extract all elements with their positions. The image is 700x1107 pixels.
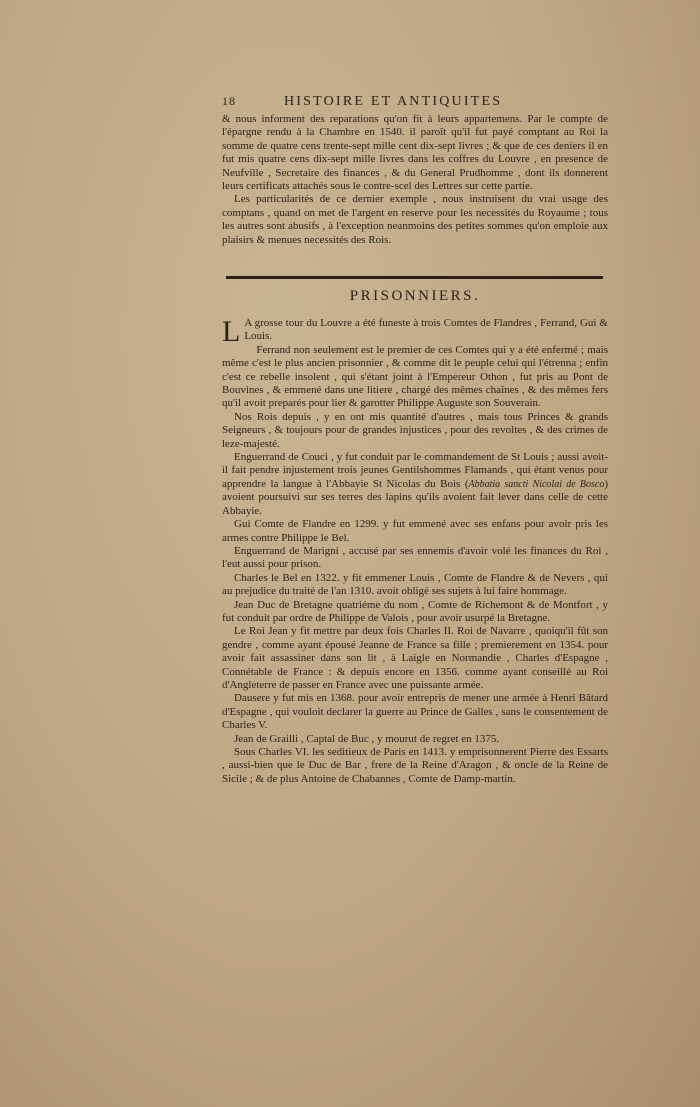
paragraph: Charles le Bel en 1322. y fit emmener Louis , Comte de Flandre & de Nevers , qui au prejudice du traité de l'an 1310. avoit obligé ses sujets à lui faire hommage. <box>222 571 608 598</box>
paragraph: Dausere y fut mis en 1368. pour avoir entrepris de mener une armée à Henri Bâtard d'Espagne , qui vouloit declarer la guerre au Prince de Galles , sans le consentement de Charles V. <box>222 692 608 732</box>
paragraph: Jean Duc de Bretagne quatriéme du nom , Comte de Richemont & de Montfort , y fut conduit par ordre de Philippe de Valois , pour avoir usurpé la Bretagne. <box>222 598 608 624</box>
paragraph-text: ) avoient poursuivi sur ses terres des lapins qu'ils avoient fait lever dans celle de cette Abbayie. <box>222 477 609 517</box>
paragraph: Ferrand non seulement est le premier de ces Comtes qui y a été enfermé ; mais même c'est le plus ancien prisonnier , & comme dit le peuple celui qui l'étrenna ; enfin c'est ce rebelle insolent , qui s'étant joint à l'Empereur Othon , fut pris au Pont de Bouvines , & emmené dans une litiere , chargé des mêmes chaînes , & des mêmes fers qu'il avoit preparés pour lier & garotter Philippe Auguste son Souverain. <box>222 343 608 410</box>
paragraph: Nos Rois depuis , y en ont mis quantité d'autres , mais tous Princes & grands Seigneurs , & toujours pour de grandes injustices , pour des revoltes , & des crimes de leze-majesté. <box>222 410 608 450</box>
paragraph-text: Enguerrand de Couci , y fut conduit par le commandement de St Louis ; aussi avoit-il fait pendre injustement trois jeunes Gentilshommes Flamands , qui étant venus pour apprendre la langue à l'Abbayie St Nicolas du Bois ( <box>222 451 608 490</box>
paragraph: Le Roi Jean y fit mettre par deux fois Charles II. Roi de Navarre , quoiqu'il fût son gendre , comme ayant épousé Jeanne de France sa fille ; premierement en 1354. pour avoir fait assassiner dans son lit , à Laigle en Normandie , Charles d'Espagne , Connétable de France : & depuis encore en 1356. comme ayant conseillé au Roi d'Angleterre de passer en France avec une puissante armée. <box>222 625 608 691</box>
latin-citation: Abbatia sancti Nicolai de Bosco <box>468 478 605 490</box>
paragraph: Les particularités de ce dernier exemple , nous instruisent du vrai usage des comptans , quand on met de l'argent en reserve pour les necessités du Royaume ; tous les autres sont abusifs , à l'exception neanmoins des petites sommes qu'on emploie aux plaisirs & menues necessités des Rois. <box>222 193 608 246</box>
top-text-block <box>222 113 608 247</box>
running-title: HISTOIRE ET ANTIQUITES <box>284 94 503 109</box>
drop-capital: L <box>222 315 241 348</box>
paragraph: Sous Charles VI. les seditieux de Paris en 1413. y emprisonnerent Pierre des Essarts , aussi-bien que le Duc de Bar , frere de la Reine d'Aragon , & oncle de la Reine de Sicile ; & de plus Antoine de Chabannes , Comte de Damp-martin. <box>222 746 608 785</box>
paragraph: Jean de Grailli , Captal de Buc , y mourut de regret en 1375. <box>234 732 500 745</box>
first-paragraph <box>222 315 608 348</box>
section-title: PRISONNIERS. <box>349 288 481 304</box>
paragraph-enguerrand <box>222 451 608 518</box>
section-body <box>222 317 608 786</box>
paragraph: Gui Comte de Flandre en 1299. y fut emmené avec ses enfans pour avoir pris les armes contre Philippe le Bel. <box>222 518 608 544</box>
first-paragraph-text: A grosse tour du Louvre a été funeste à trois Comtes de Flandres , Ferrand, Gui & Louis. <box>244 317 608 343</box>
section-divider-rule <box>226 276 603 279</box>
paragraph: & nous informent des reparations qu'on fit à leurs appartemens. Par le compte de l'épargne rendu à la Chambre en 1540. il paroît qu'il fut payé comptant au Roi la somme de quatre cens trente-sept mille cent dix-sept livres ; & que de ces deniers il en fut mis quatre cens dix-sept mille livres dans les coffres du Louvre , en presence de Neufville , Secretaire des finances , & du General Prudhomme , dont ils donnerent leurs certificats attachés sous le contre-scel des Lettres sur cette partie. <box>222 113 608 193</box>
paragraph: Enguerrand de Marigni , accusé par ses ennemis d'avoir volé les finances du Roi , l'eut aussi pour prison. <box>222 544 608 571</box>
page-header <box>222 94 608 112</box>
page-number: 18 <box>222 94 236 108</box>
